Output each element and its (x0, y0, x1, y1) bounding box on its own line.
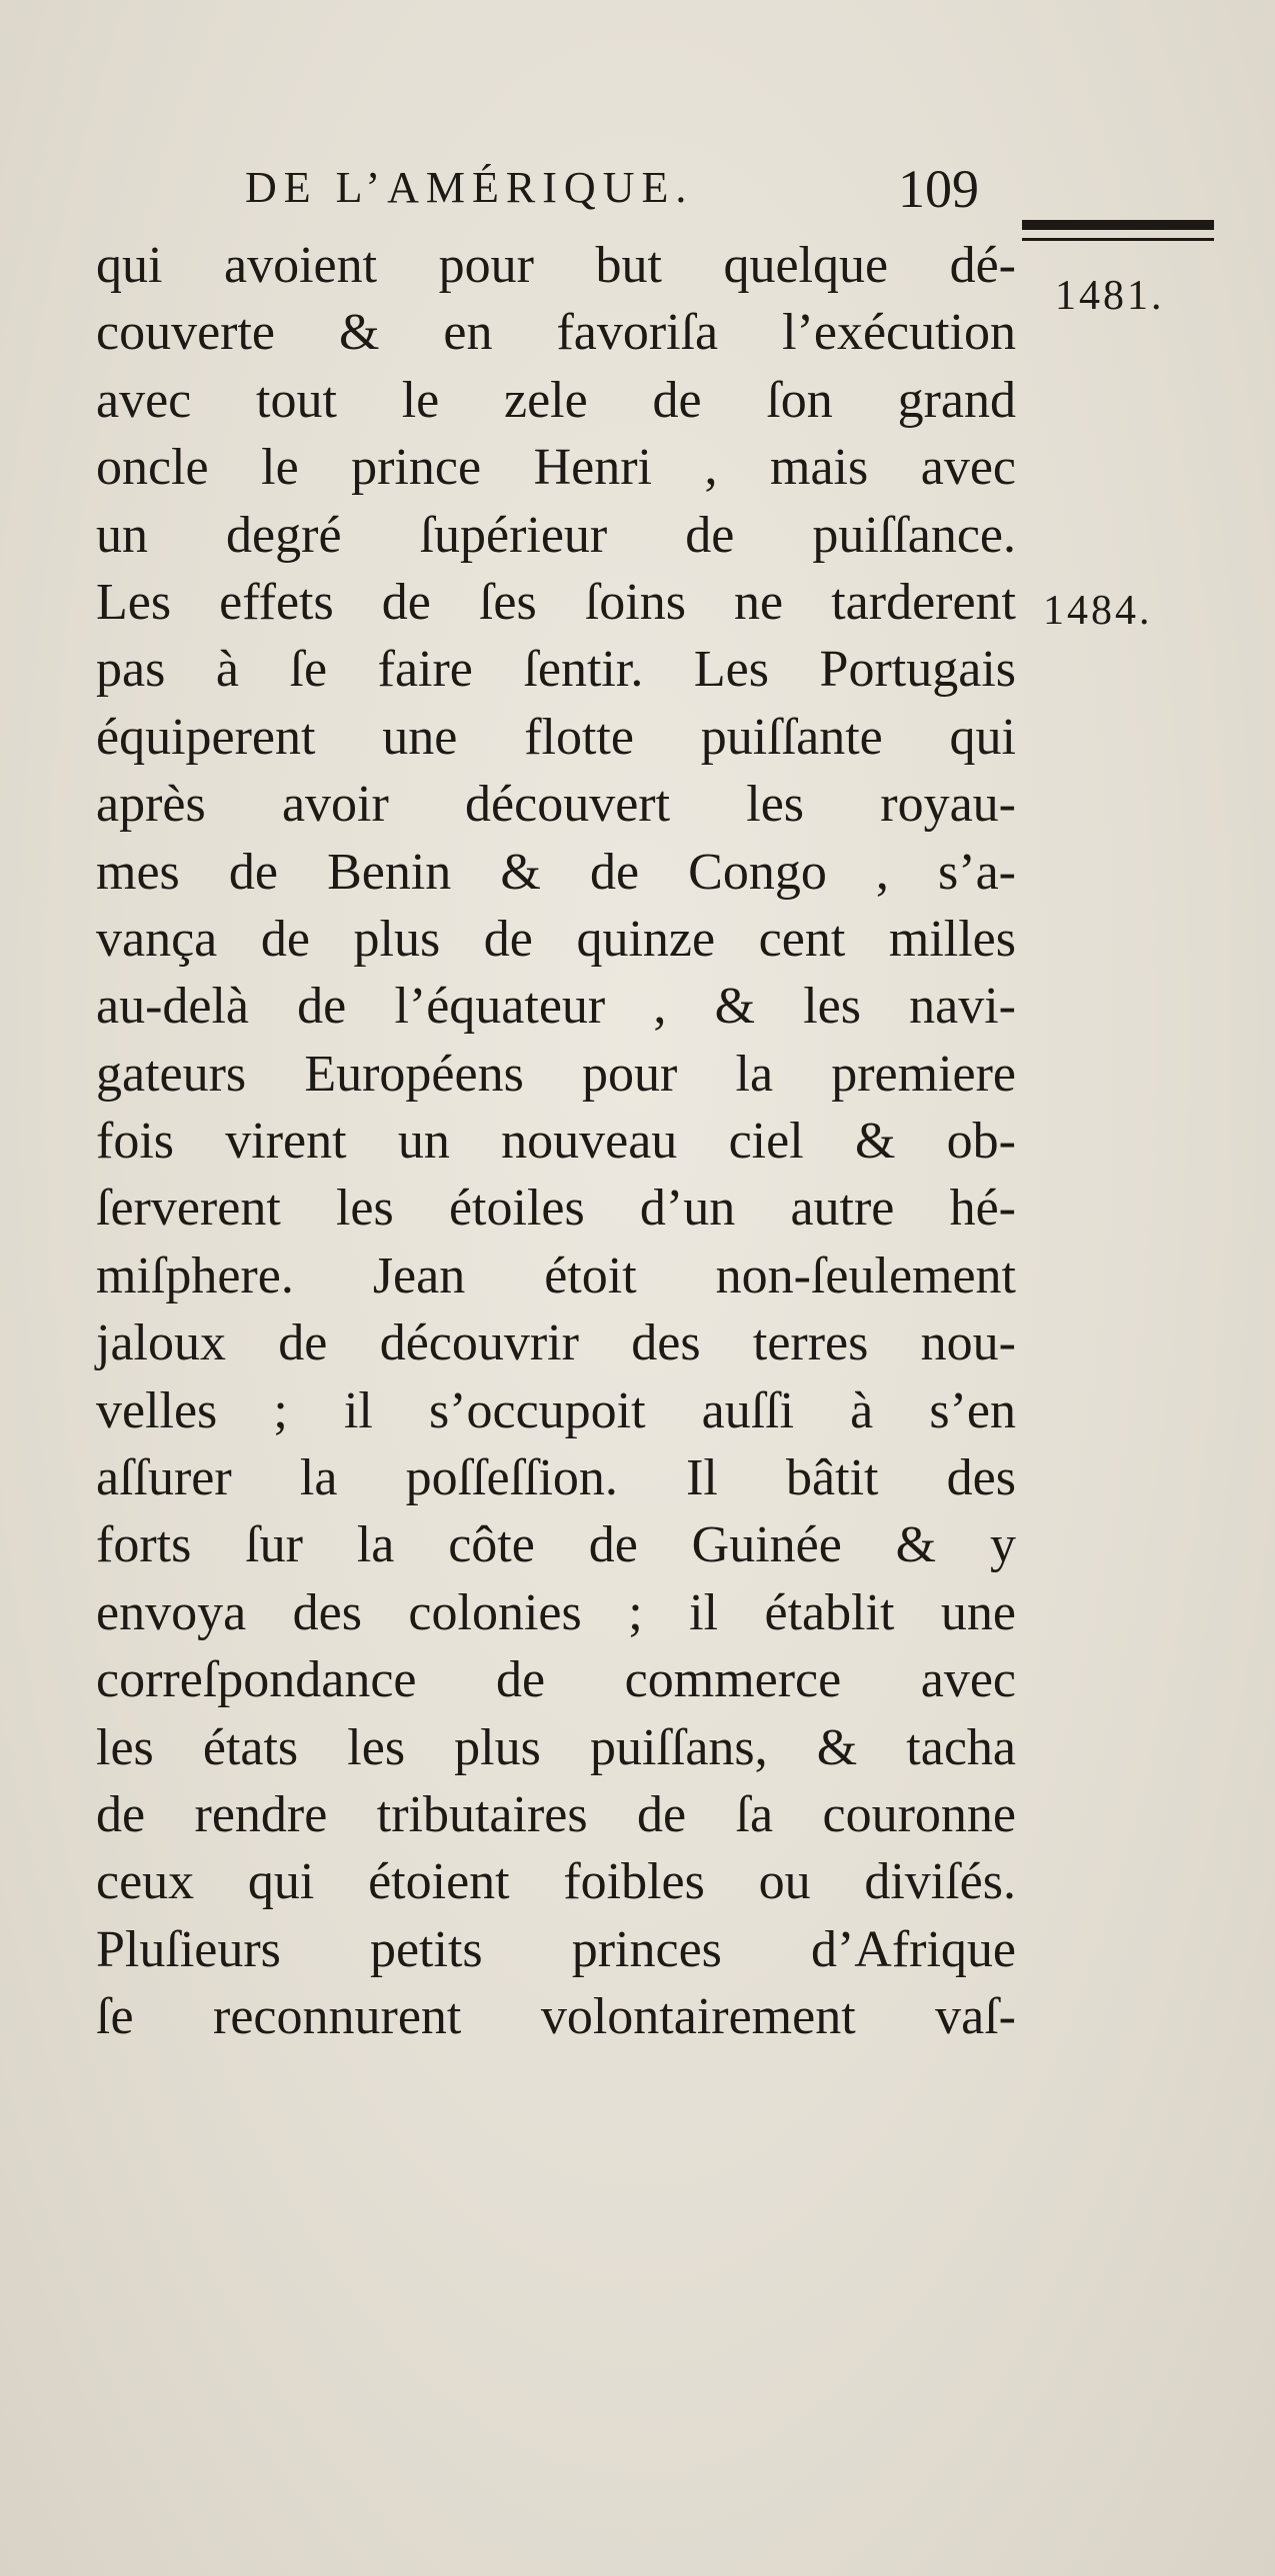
text-line: gateurs Européens pour la premiere (96, 1045, 1016, 1103)
text-line: oncle le prince Henri , mais avec (96, 439, 1016, 497)
running-title: DE L’AMÉRIQUE. (245, 163, 694, 212)
text-line: miſphere. Jean étoit non-ſeulement (96, 1247, 1016, 1304)
text-line: avec tout le zele de ſon grand (96, 371, 1016, 429)
text-line: Pluſieurs petits princes d’Afrique (96, 1920, 1016, 1978)
text-line: les états les plus puiſſans, & tacha (96, 1718, 1016, 1776)
text-line: fois virent un nouveau ciel & ob- (96, 1113, 1016, 1171)
text-line: équiperent une flotte puiſſante qui (96, 708, 1016, 766)
text-line: après avoir découvert les royau- (96, 776, 1016, 834)
text-line: velles ; il s’occupoit auſſi à s’en (96, 1381, 1016, 1439)
text-line: mes de Benin & de Congo , s’a- (96, 843, 1016, 901)
margin-note-year: 1484. (1043, 588, 1153, 634)
text-line: ſerverent les étoiles d’un autre hé- (96, 1180, 1016, 1238)
page-number: 109 (898, 159, 979, 219)
text-line: jaloux de découvrir des terres nou- (96, 1314, 1016, 1372)
text-line: correſpondance de commerce avec (96, 1651, 1016, 1709)
margin-rule (1022, 220, 1214, 230)
text-line: vança de plus de quinze cent milles (96, 910, 1016, 968)
text-line: envoya des colonies ; il établit une (96, 1583, 1016, 1641)
text-line: couverte & en favoriſa l’exécution (96, 304, 1016, 362)
margin-rule-thin (1022, 238, 1214, 241)
text-line: un degré ſupérieur de puiſſance. (96, 506, 1016, 564)
text-line: au-delà de l’équateur , & les navi- (96, 978, 1016, 1036)
text-line: forts ſur la côte de Guinée & y (96, 1516, 1016, 1574)
text-line: Les effets de ſes ſoins ne tarderent (96, 573, 1016, 631)
margin-note-year: 1481. (1055, 273, 1165, 319)
body-text (96, 232, 1016, 2051)
text-line: de rendre tributaires de ſa couronne (96, 1785, 1016, 1843)
text-line: qui avoient pour but quelque dé- (96, 237, 1016, 294)
text-line: pas à ſe faire ſentir. Les Portugais (96, 641, 1016, 699)
text-line: aſſurer la poſſeſſion. Il bâtit des (96, 1449, 1016, 1507)
page-header (0, 158, 1275, 218)
text-line: ceux qui étoient foibles ou diviſés. (96, 1853, 1016, 1911)
text-line: ſe reconnurent volontairement vaſ- (96, 1988, 1016, 2046)
